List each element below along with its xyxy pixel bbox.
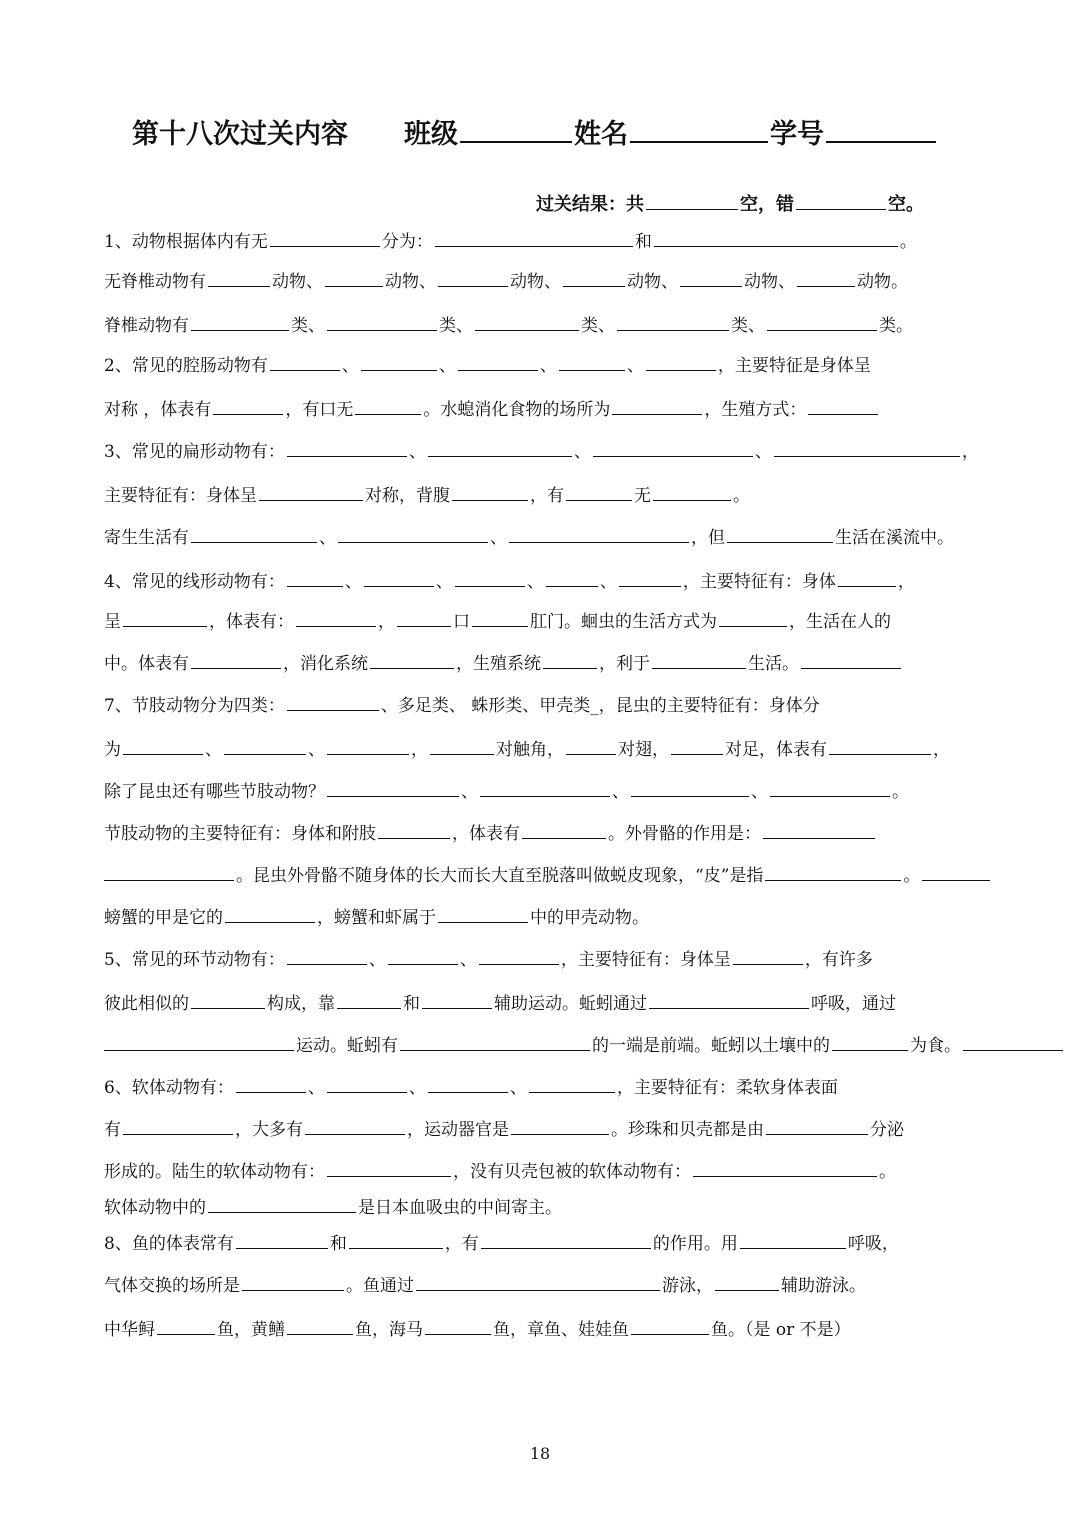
- answer-blank[interactable]: [455, 568, 525, 587]
- answer-blank[interactable]: [416, 1272, 660, 1291]
- answer-blank[interactable]: [922, 862, 990, 881]
- answer-blank[interactable]: [327, 736, 409, 755]
- line-text: 、: [573, 442, 591, 462]
- question-line: [104, 608, 891, 634]
- answer-blank[interactable]: [543, 650, 597, 669]
- answer-blank[interactable]: [829, 736, 931, 755]
- class-blank[interactable]: [460, 115, 572, 143]
- answer-blank[interactable]: [287, 692, 379, 711]
- line-text: 中的甲壳动物。: [530, 908, 649, 928]
- line-text: 、: [344, 572, 362, 592]
- answer-blank[interactable]: [287, 946, 367, 965]
- line-text: 彼此相似的: [104, 994, 189, 1014]
- line-text: 3、常见的扁形动物有：: [104, 442, 285, 462]
- line-text: 、: [754, 442, 772, 462]
- answer-blank[interactable]: [438, 268, 508, 287]
- question-line: [104, 524, 954, 550]
- line-text: ，但: [691, 528, 725, 548]
- question-line: [104, 312, 913, 338]
- line-text: 7、节肢动物分为四类：: [104, 696, 285, 716]
- answer-blank[interactable]: [242, 1272, 344, 1291]
- answer-blank[interactable]: [225, 904, 315, 923]
- answer-blank[interactable]: [481, 1230, 651, 1249]
- line-text: ，有许多: [804, 950, 873, 970]
- answer-blank[interactable]: [327, 1074, 407, 1093]
- question-line: [104, 268, 908, 294]
- line-text: 类。: [879, 316, 913, 336]
- answer-blank[interactable]: [123, 1116, 233, 1135]
- answer-blank[interactable]: [327, 778, 459, 797]
- answer-blank[interactable]: [287, 438, 407, 457]
- answer-blank[interactable]: [649, 990, 809, 1009]
- line-text: 分为：: [381, 232, 433, 252]
- line-text: 鱼，海马: [355, 1320, 423, 1340]
- line-text: 、: [490, 528, 507, 548]
- question-line: [104, 1194, 562, 1220]
- answer-blank[interactable]: [838, 568, 896, 587]
- line-text: 、: [307, 1078, 325, 1098]
- line-text: 中。体表有: [104, 654, 189, 674]
- answer-blank[interactable]: [104, 1032, 294, 1051]
- line-text: 、: [408, 442, 426, 462]
- answer-blank[interactable]: [617, 312, 729, 331]
- question-line: [104, 778, 909, 804]
- answer-blank[interactable]: [832, 1032, 908, 1051]
- class-label: 班级: [404, 119, 458, 150]
- answer-blank[interactable]: [646, 352, 716, 371]
- answer-blank[interactable]: [236, 1074, 306, 1093]
- question-line: [104, 396, 880, 422]
- answer-blank[interactable]: [740, 1230, 846, 1249]
- line-text: 类、: [581, 316, 615, 336]
- line-text: 动物。: [857, 272, 908, 292]
- line-text: ，生活在人的: [789, 612, 891, 632]
- line-text: ，有: [444, 1234, 479, 1254]
- line-text: 对触角，: [496, 740, 564, 760]
- line-text: 和: [403, 994, 420, 1014]
- answer-blank[interactable]: [797, 268, 855, 287]
- answer-blank[interactable]: [801, 650, 901, 669]
- line-text: 。外骨骼的作用是：: [608, 824, 761, 844]
- line-text: ，没有贝壳包被的软体动物有：: [453, 1162, 691, 1182]
- line-text: ，: [378, 612, 395, 632]
- answer-blank[interactable]: [733, 946, 803, 965]
- line-text: ，大多有: [235, 1120, 303, 1140]
- line-text: 。珍珠和贝壳都是由: [611, 1120, 764, 1140]
- answer-blank[interactable]: [438, 904, 528, 923]
- answer-blank[interactable]: [612, 396, 702, 415]
- name-label: 姓名: [574, 119, 628, 150]
- answer-blank[interactable]: [559, 352, 625, 371]
- line-text: 。昆虫外骨骼不随身体的长大而长大直至脱落叫做蜕皮现象，“皮”是指: [236, 866, 764, 886]
- line-text: 无脊椎动物有: [104, 272, 206, 292]
- answer-blank[interactable]: [563, 268, 625, 287]
- answer-blank[interactable]: [480, 778, 610, 797]
- answer-blank[interactable]: [338, 524, 488, 543]
- question-line: [104, 820, 877, 846]
- line-text: ，: [411, 740, 428, 760]
- line-text: 。: [899, 232, 917, 252]
- line-text: 是日本血吸虫的中间寄主。: [358, 1198, 562, 1218]
- line-text: 动物、: [385, 272, 436, 292]
- answer-blank[interactable]: [287, 1316, 353, 1335]
- answer-blank[interactable]: [400, 1032, 590, 1051]
- answer-blank[interactable]: [522, 820, 606, 839]
- answer-blank[interactable]: [191, 524, 317, 543]
- answer-blank[interactable]: [259, 482, 363, 501]
- line-text: 主要特征有：身体呈: [104, 486, 257, 506]
- answer-blank[interactable]: [428, 1074, 508, 1093]
- line-text: ，体表有: [452, 824, 520, 844]
- answer-blank[interactable]: [397, 608, 451, 627]
- line-text: 气体交换的场所是: [104, 1276, 240, 1296]
- question-line: [104, 904, 649, 930]
- page-number: 18: [529, 1444, 551, 1463]
- line-text: ，运动器官是: [407, 1120, 509, 1140]
- line-text: 脊椎动物有: [104, 316, 189, 336]
- answer-blank[interactable]: [671, 736, 723, 755]
- line-text: 、: [368, 950, 386, 970]
- line-text: ，生殖方式：: [704, 400, 807, 420]
- line-text: 、多足类、 蛛形类、甲壳类_，昆虫的主要特征有：身体分: [380, 696, 820, 716]
- line-text: 、: [408, 1078, 426, 1098]
- line-text: 、: [459, 950, 477, 970]
- line-text: 、: [751, 782, 768, 802]
- line-text: ，有: [530, 486, 564, 506]
- line-text: 、: [308, 740, 325, 760]
- line-text: 的一端是前端。蚯蚓以土壤中的: [592, 1036, 830, 1056]
- answer-blank[interactable]: [428, 438, 572, 457]
- answer-blank[interactable]: [378, 820, 450, 839]
- question-line: [104, 1074, 838, 1100]
- answer-blank[interactable]: [766, 1116, 868, 1135]
- result-suffix: 空。: [888, 194, 924, 215]
- answer-blank[interactable]: [296, 608, 376, 627]
- line-text: 、: [599, 572, 617, 592]
- answer-blank[interactable]: [765, 862, 901, 881]
- answer-blank[interactable]: [191, 990, 265, 1009]
- answer-blank[interactable]: [355, 396, 421, 415]
- answer-blank[interactable]: [327, 312, 437, 331]
- line-text: 类、: [439, 316, 473, 336]
- question-line: [104, 228, 917, 254]
- line-text: ，主要特征是身体呈: [717, 356, 871, 376]
- line-text: 对足，体表有: [725, 740, 827, 760]
- line-text: 肛门。蛔虫的生活方式为: [530, 612, 717, 632]
- answer-blank[interactable]: [479, 946, 559, 965]
- page-title: [132, 112, 938, 151]
- line-text: 动物、: [744, 272, 795, 292]
- question-line: [104, 1316, 851, 1342]
- line-text: 对称，背腹: [365, 486, 450, 506]
- answer-blank[interactable]: [213, 396, 283, 415]
- line-text: 呼吸，: [847, 1234, 899, 1254]
- line-text: 、: [438, 356, 456, 376]
- student-id-label: 学号: [770, 119, 824, 150]
- line-text: 4、常见的线形动物有：: [104, 572, 285, 592]
- line-text: 有: [104, 1120, 121, 1140]
- question-line: [104, 692, 820, 718]
- line-text: 、: [539, 356, 557, 376]
- line-text: ，有口无: [285, 400, 354, 420]
- answer-blank[interactable]: [361, 352, 437, 371]
- line-text: 分泌: [870, 1120, 904, 1140]
- answer-blank[interactable]: [191, 650, 281, 669]
- line-text: ，主要特征有：柔软身体表面: [616, 1078, 838, 1098]
- line-text: 动物、: [627, 272, 678, 292]
- line-text: 呼吸，通过: [811, 994, 896, 1014]
- line-text: 动物、: [510, 272, 561, 292]
- line-text: 生活。: [748, 654, 799, 674]
- line-text: 无: [634, 486, 651, 506]
- answer-blank[interactable]: [224, 736, 306, 755]
- line-text: 6、软体动物有：: [104, 1078, 234, 1098]
- title-text: 第十八次过关内容: [132, 119, 348, 150]
- answer-blank[interactable]: [425, 1316, 491, 1335]
- line-text: ，: [961, 442, 979, 462]
- answer-blank[interactable]: [305, 1116, 405, 1135]
- answer-blank[interactable]: [631, 778, 749, 797]
- answer-blank[interactable]: [774, 438, 960, 457]
- answer-blank[interactable]: [236, 1230, 328, 1249]
- line-text: 。: [879, 1162, 896, 1182]
- student-id-blank[interactable]: [826, 115, 936, 143]
- result-line: [536, 190, 924, 216]
- question-line: [104, 946, 873, 972]
- answer-blank[interactable]: [208, 268, 270, 287]
- answer-blank[interactable]: [593, 438, 753, 457]
- line-text: ，体表有：: [209, 612, 294, 632]
- answer-blank[interactable]: [388, 946, 458, 965]
- answer-blank[interactable]: [529, 1074, 615, 1093]
- line-text: 动物、: [272, 272, 323, 292]
- line-text: 鱼，章鱼、娃娃鱼: [493, 1320, 629, 1340]
- answer-blank[interactable]: [715, 1272, 779, 1291]
- answer-blank[interactable]: [654, 228, 898, 247]
- question-line: [104, 1032, 1065, 1058]
- line-text: ，: [897, 572, 915, 592]
- answer-blank[interactable]: [370, 650, 454, 669]
- answer-blank[interactable]: [511, 1116, 609, 1135]
- answer-blank[interactable]: [458, 352, 538, 371]
- answer-blank[interactable]: [270, 228, 380, 247]
- line-text: 、: [526, 572, 544, 592]
- line-text: 寄生生活有: [104, 528, 189, 548]
- question-line: [104, 1230, 899, 1256]
- line-text: 。: [733, 486, 750, 506]
- answer-blank[interactable]: [287, 568, 343, 587]
- line-text: 为: [104, 740, 121, 760]
- answer-blank[interactable]: [123, 608, 207, 627]
- answer-blank[interactable]: [719, 608, 787, 627]
- answer-blank[interactable]: [337, 990, 401, 1009]
- answer-blank[interactable]: [693, 1158, 877, 1177]
- line-text: 。: [903, 866, 921, 886]
- line-text: 辅助游泳。: [781, 1276, 866, 1296]
- line-text: ，利于: [599, 654, 650, 674]
- line-text: 形成的。陆生的软体动物有：: [104, 1162, 325, 1182]
- question-line: [104, 990, 896, 1016]
- answer-blank[interactable]: [208, 1194, 356, 1213]
- line-text: 对称 ，体表有: [104, 400, 212, 420]
- name-blank[interactable]: [630, 115, 768, 143]
- line-text: ，: [933, 740, 950, 760]
- line-text: 、: [461, 782, 478, 802]
- line-text: 辅助运动。蚯蚓通过: [494, 994, 647, 1014]
- answer-blank[interactable]: [767, 312, 877, 331]
- question-line: [104, 1116, 904, 1142]
- line-text: ，生殖系统: [456, 654, 541, 674]
- answer-blank[interactable]: [963, 1032, 1063, 1051]
- answer-blank[interactable]: [435, 228, 633, 247]
- line-text: 类、: [291, 316, 325, 336]
- line-text: ，消化系统: [283, 654, 368, 674]
- line-text: 。鱼通过: [346, 1276, 414, 1296]
- answer-blank[interactable]: [680, 268, 742, 287]
- line-text: 、: [319, 528, 336, 548]
- question-line: [104, 862, 992, 888]
- answer-blank[interactable]: [770, 778, 890, 797]
- question-line: [104, 352, 871, 378]
- answer-blank[interactable]: [763, 820, 875, 839]
- question-line: [104, 438, 979, 464]
- result-prefix: 过关结果：共: [536, 194, 644, 215]
- line-text: 运动。蚯蚓有: [296, 1036, 398, 1056]
- wrong-blank[interactable]: [796, 191, 886, 210]
- line-text: 为食。: [910, 1036, 961, 1056]
- line-text: 、: [509, 1078, 527, 1098]
- answer-blank[interactable]: [566, 482, 632, 501]
- line-text: 、: [341, 356, 359, 376]
- line-text: 2、常见的腔肠动物有: [104, 356, 268, 376]
- line-text: ，主要特征有：身体呈: [560, 950, 731, 970]
- answer-blank[interactable]: [472, 608, 528, 627]
- question-line: [104, 568, 915, 594]
- answer-blank[interactable]: [327, 1158, 451, 1177]
- answer-blank[interactable]: [104, 862, 234, 881]
- answer-blank[interactable]: [430, 736, 494, 755]
- result-mid: 空，错: [740, 194, 794, 215]
- answer-blank[interactable]: [727, 524, 833, 543]
- line-text: 类、: [731, 316, 765, 336]
- line-text: 和: [634, 232, 652, 252]
- line-text: 节肢动物的主要特征有：身体和附肢: [104, 824, 376, 844]
- answer-blank[interactable]: [631, 1316, 709, 1335]
- answer-blank[interactable]: [452, 482, 528, 501]
- line-text: ，螃蟹和虾属于: [317, 908, 436, 928]
- answer-blank[interactable]: [364, 568, 434, 587]
- question-line: [104, 482, 750, 508]
- line-text: 口: [453, 612, 470, 632]
- line-text: 构成，靠: [267, 994, 335, 1014]
- answer-blank[interactable]: [325, 268, 383, 287]
- line-text: 、: [435, 572, 453, 592]
- answer-blank[interactable]: [422, 990, 492, 1009]
- answer-blank[interactable]: [475, 312, 579, 331]
- line-text: 对翅，: [618, 740, 669, 760]
- answer-blank[interactable]: [123, 736, 203, 755]
- answer-blank[interactable]: [509, 524, 689, 543]
- answer-blank[interactable]: [652, 650, 746, 669]
- answer-blank[interactable]: [566, 736, 616, 755]
- line-text: 呈: [104, 612, 121, 632]
- question-line: [104, 650, 903, 676]
- line-text: 生活在溪流中。: [835, 528, 954, 548]
- line-text: 软体动物中的: [104, 1198, 206, 1218]
- line-text: ，主要特征有：身体: [682, 572, 836, 592]
- answer-blank[interactable]: [653, 482, 731, 501]
- answer-blank[interactable]: [546, 568, 598, 587]
- answer-blank[interactable]: [270, 352, 340, 371]
- answer-blank[interactable]: [349, 1230, 443, 1249]
- line-text: 和: [329, 1234, 347, 1254]
- answer-blank[interactable]: [157, 1316, 215, 1335]
- line-text: 、: [205, 740, 222, 760]
- total-blank[interactable]: [646, 191, 738, 210]
- line-text: 中华鲟: [104, 1320, 155, 1340]
- question-line: [104, 1158, 896, 1184]
- line-text: 除了昆虫还有哪些节肢动物？: [104, 782, 325, 802]
- answer-blank[interactable]: [191, 312, 289, 331]
- line-text: 鱼，黄鳝: [217, 1320, 285, 1340]
- line-text: 、: [612, 782, 629, 802]
- line-text: 游泳，: [662, 1276, 713, 1296]
- answer-blank[interactable]: [619, 568, 681, 587]
- line-text: 的作用。用: [652, 1234, 738, 1254]
- line-text: 。: [892, 782, 909, 802]
- line-text: 螃蟹的甲是它的: [104, 908, 223, 928]
- line-text: 8、鱼的体表常有: [104, 1234, 234, 1254]
- line-text: 1、动物根据体内有无: [104, 232, 268, 252]
- answer-blank[interactable]: [808, 396, 878, 415]
- line-text: 、: [626, 356, 644, 376]
- question-line: [104, 1272, 866, 1298]
- line-text: 。水螅消化食物的场所为: [423, 400, 611, 420]
- line-text: 5、常见的环节动物有：: [104, 950, 285, 970]
- question-line: [104, 736, 950, 762]
- line-text: 鱼。（是 or 不是）: [711, 1320, 851, 1340]
